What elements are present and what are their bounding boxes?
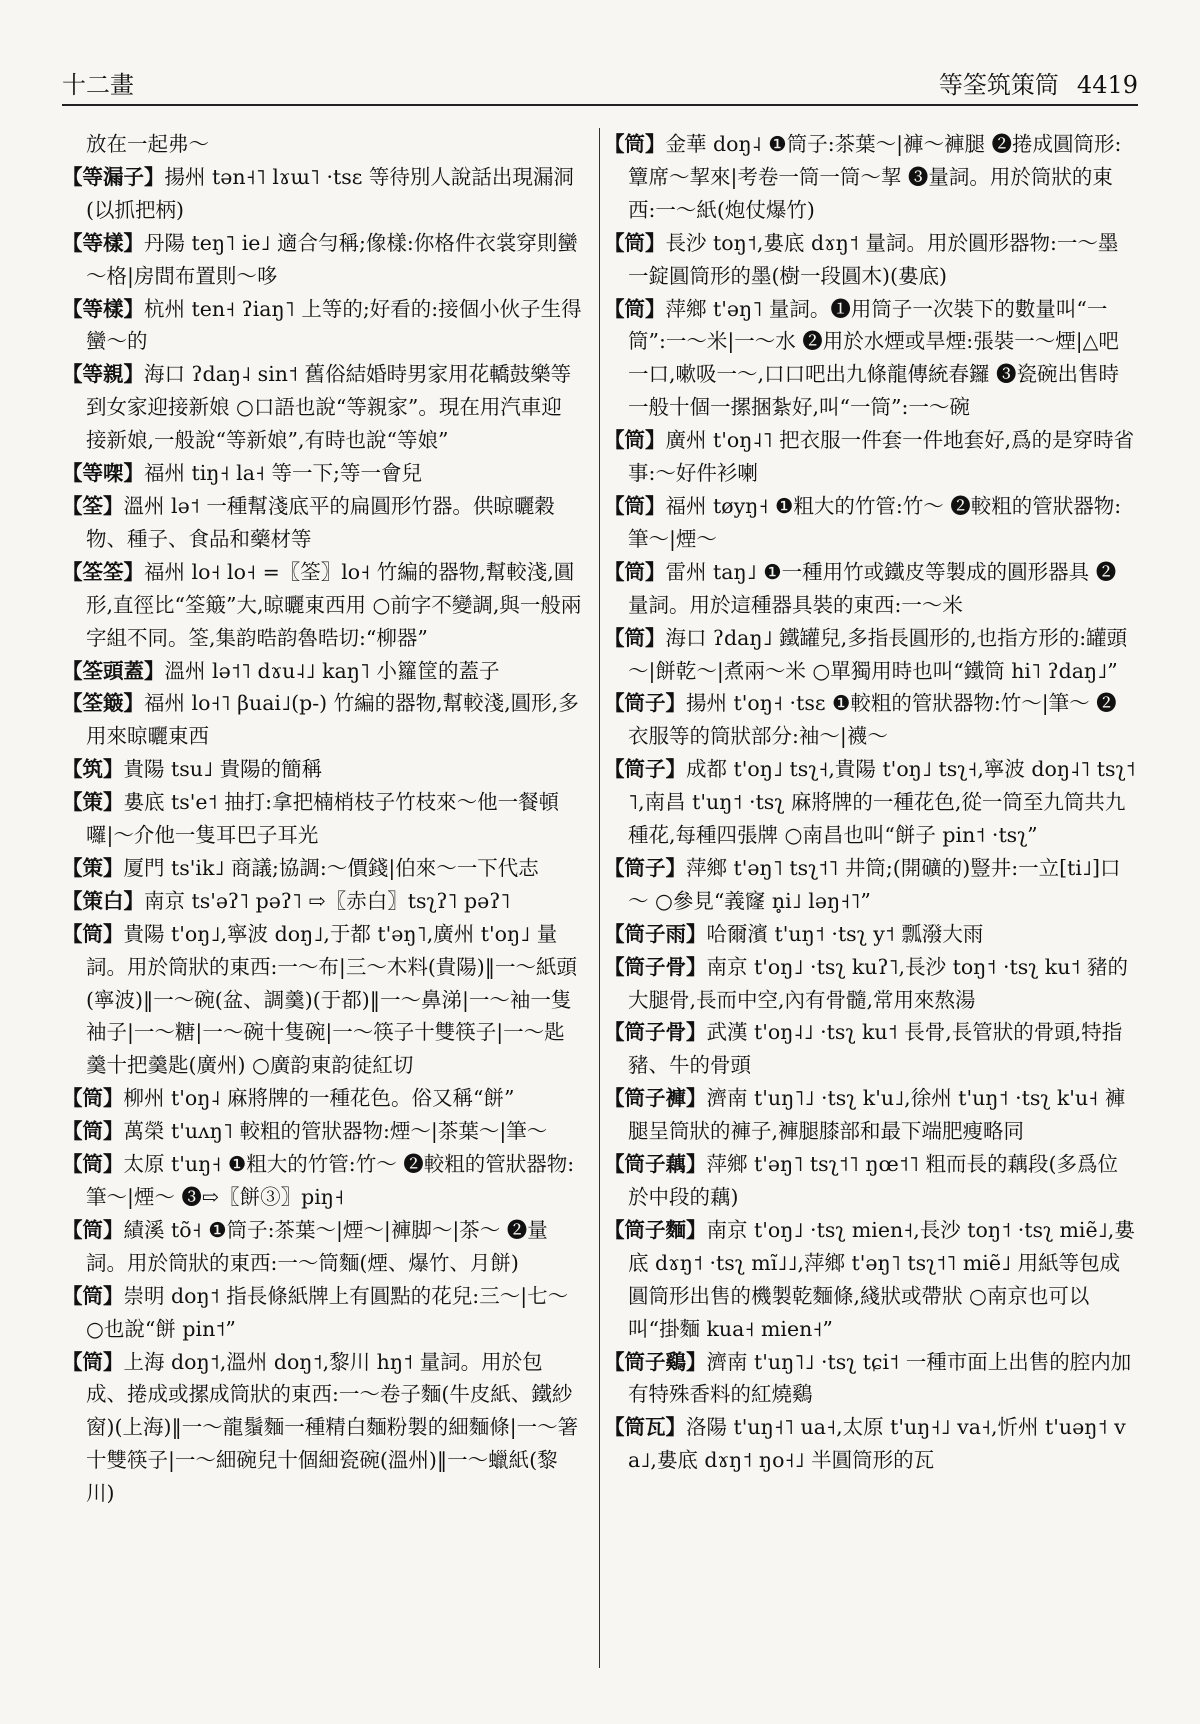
entry-definition: 南京 t'oŋ˩ ·tsʅ mien˧,長沙 toŋ˦ ·tsʅ miẽ˩,婁底 dɤŋ˦ ·tsʅ mĩ˩˩,萍鄉 t'əŋ˥ tsʅ˦˥ miẽ˩ 用紙等包成圓筒形出售的機製乾麵條,綫狀或帶狀 ○南京也可以叫“掛麵 kua˧ mien˧”: [628, 1217, 1135, 1341]
entry-headword: 【等樣】: [62, 230, 144, 255]
dictionary-entry: [62, 918, 582, 1083]
entry-definition: 婁底 ts'e˦ 抽打:拿把楠梢枝子竹枝來～他一餐頓囉|～介他一隻耳巴子耳光: [86, 790, 560, 848]
entry-headword: 【筌筌】: [62, 559, 144, 584]
entry-headword: 【筑】: [62, 757, 124, 782]
entry-headword: 【筒】: [62, 1152, 124, 1177]
dictionary-entry: [604, 1346, 1136, 1412]
dictionary-entry: [62, 852, 582, 885]
entry-definition: 雷州 taŋ˩ ❶一種用竹或鐵皮等製成的圓形器具 ❷量詞。用於這種器具裝的東西:一～米: [628, 559, 1117, 617]
entry-definition: 福州 tøyŋ˧ ❶粗大的竹管:竹～ ❷較粗的管狀器物:筆～|煙～: [628, 493, 1122, 551]
entry-definition: 濟南 t'uŋ˥˩ ·tsʅ k'u˩,徐州 t'uŋ˦ ·tsʅ k'u˧ 褲腿呈筒狀的褲子,褲腿膝部和最下端肥瘦略同: [628, 1086, 1126, 1144]
entry-headword: 【筒子】: [604, 855, 686, 880]
dictionary-entry: [62, 490, 582, 556]
dictionary-entry: [604, 424, 1136, 490]
entry-headword: 【筒子】: [604, 691, 686, 716]
entry-headword: 【筒】: [604, 230, 666, 255]
entry-headword: 【筒子藕】: [604, 1152, 707, 1177]
entry-definition: 金華 doŋ˨ ❶筒子:茶葉～|褲～褲腿 ❷捲成圓筒形:簟席～挈來|考卷一筒一筒～挈 ❸量詞。用於筒狀的東西:一～紙(炮仗爆竹): [628, 132, 1122, 222]
entry-headword: 【筒子鷄】: [604, 1349, 707, 1374]
entry-headword: 【筒子麵】: [604, 1217, 707, 1242]
entry-headword: 【策】: [62, 790, 124, 815]
dictionary-entry: [62, 885, 582, 918]
dictionary-entry: [62, 358, 582, 457]
dictionary-entry: [62, 1082, 582, 1115]
entry-definition: 太原 t'uŋ˧ ❶粗大的竹管:竹～ ❷較粗的管狀器物:筆～|煙～ ❸⇨〖餅③〗piŋ˧: [86, 1152, 575, 1209]
entry-definition: 成都 t'oŋ˩ tsʅ˧,貴陽 t'oŋ˩ tsʅ˧,寧波 doŋ˨˥ tsʅ˦˥,南昌 t'uŋ˦ ·tsʅ 麻將牌的一種花色,從一筒至九筒共九種花,每種四張牌 ○南昌也叫“餅子 pin˦ ·tsʅ”: [628, 757, 1136, 848]
dictionary-entry: [62, 227, 582, 293]
entry-headword: 【筒】: [604, 559, 666, 584]
running-head-chars: 等筌筑策筒: [938, 71, 1059, 99]
entry-definition: 福州 lo˧ lo˧ =〖筌〗lo˧ 竹編的器物,幫較淺,圓形,直徑比“筌簸”大,晾曬東西用 ○前字不變調,與一般兩字組不同。筌,集韵晧韵魯晧切:“柳器”: [86, 559, 582, 650]
dictionary-entry: [62, 161, 582, 227]
entry-headword: 【筒】: [604, 132, 666, 156]
dictionary-entry: [604, 1082, 1136, 1148]
dictionary-entry: [604, 556, 1136, 622]
dictionary-entry: [604, 490, 1136, 556]
entry-definition: 放在一起弗～: [86, 132, 209, 156]
entry-headword: 【筒子骨】: [604, 954, 707, 979]
entry-definition: 萬榮 t'uʌŋ˥ 較粗的管狀器物:煙～|茶葉～|筆～: [123, 1119, 548, 1144]
dictionary-entry: [604, 753, 1136, 852]
dictionary-entry: [604, 293, 1136, 425]
dictionary-entry: [62, 1115, 582, 1148]
dictionary-entry: [62, 457, 582, 490]
entry-definition: 績溪 tõ˧ ❶筒子:茶葉～|煙～|褲脚～|茶～ ❷量詞。用於筒狀的東西:一～筒麵(煙、爆竹、月餅): [86, 1217, 548, 1275]
entry-definition: 揚州 t'oŋ˧ ·tsɛ ❶較粗的管狀器物:竹～|筆～ ❷衣服等的筒狀部分:袖～|襪～: [628, 691, 1117, 749]
entry-headword: 【等樣】: [62, 296, 144, 321]
entry-headword: 【筒】: [604, 625, 666, 650]
entry-definition: 貴陽 tsu˩ 貴陽的簡稱: [123, 757, 323, 782]
dictionary-entry: [604, 687, 1136, 753]
dictionary-entry: [62, 753, 582, 786]
entry-definition: 長沙 toŋ˦,婁底 dɤŋ˦ 量詞。用於圓形器物:一～墨一錠圓筒形的墨(樹一段圓木)(婁底): [628, 230, 1119, 288]
dictionary-entry: [604, 1411, 1136, 1477]
entry-definition: 廣州 t'oŋ˨˥ 把衣服一件套一件地套好,爲的是穿時省事:～好件衫喇: [628, 428, 1135, 486]
entry-definition: 丹陽 teŋ˥ ie˩ 適合勻稱;像樣:你格件衣裳穿則蠻～格|房間布置則～哆: [86, 230, 578, 288]
entry-definition: 萍鄉 t'əŋ˥ 量詞。❶用筒子一次裝下的數量叫“一筒”:一～米|一～水 ❷用於水煙或旱煙:張裝一～煙|△吧一口,嗽吸一～,口口吧出九條龍傳統春鑼 ❸瓷碗出售時一般十個一摞捆紮好,叫“一筒”:一～碗: [628, 296, 1120, 420]
entry-definition: 福州 tiŋ˧ la˧ 等一下;等一會兒: [144, 461, 422, 486]
entry-definition: 厦門 ts'ik˩ 商議;協調:～價錢|伯來～一下代志: [123, 855, 539, 880]
entry-definition: 上海 doŋ˦,溫州 doŋ˦,黎川 hŋ˦ 量詞。用於包成、捲成或摞成筒狀的東西:一～卷子麵(牛皮紙、鐵紗窗)(上海)‖一～龍鬚麵一種精白麵粉製的細麵條|一～箸十雙筷子|一～細碗兒十個細瓷碗(溫州)‖一～蠟紙(黎川): [86, 1349, 579, 1506]
column-divider: [599, 128, 600, 1668]
entry-headword: 【等㗎】: [62, 461, 144, 486]
entry-headword: 【筌頭蓋】: [62, 658, 165, 683]
dictionary-entry: [62, 655, 582, 688]
page-header: [62, 60, 1138, 106]
entry-headword: 【筒子骨】: [604, 1020, 707, 1045]
entry-definition: 武漢 t'oŋ˨˩ ·tsʅ ku˦ 長骨,長管狀的骨頭,特指豬、牛的骨頭: [628, 1020, 1123, 1078]
entry-definition: 萍鄉 t'əŋ˥ tsʅ˦˥ 井筒;(開礦的)豎井:一立[ti˩]口～ ○參見“義窿 n̥i˩ ləŋ˧˥”: [628, 855, 1121, 913]
entry-headword: 【筌簸】: [62, 691, 144, 716]
dictionary-entry: [62, 293, 582, 359]
entry-headword: 【筌】: [62, 493, 124, 518]
dictionary-entry: [62, 1346, 582, 1511]
dictionary-entry: [604, 1214, 1136, 1346]
entry-headword: 【筒】: [62, 1349, 124, 1374]
entry-definition: 貴陽 t'oŋ˩,寧波 doŋ˩,于都 t'əŋ˥,廣州 t'oŋ˩ 量詞。用於筒狀的東西:一～布|三～木料(貴陽)‖一～紙頭(寧波)‖一～碗(盆、調羹)(于都)‖一～鼻涕|一～袖一隻袖子|一～糖|一～碗十隻碗|一～筷子十雙筷子|一～匙羹十把羹匙(廣州) ○廣韵東韵徒紅切: [86, 921, 578, 1078]
dictionary-entry: [62, 1214, 582, 1280]
entry-definition: 海口 ʔdaŋ˩ 鐵罐兒,多指長圓形的,也指方形的:罐頭～|餅乾～|煮兩～米 ○單獨用時也叫“鐵筒 hi˥ ʔdaŋ˩”: [628, 625, 1128, 683]
entry-headword: 【筒】: [62, 1217, 124, 1242]
entry-definition: 哈爾濱 t'uŋ˦ ·tsʅ y˦ 瓢潑大雨: [706, 921, 984, 946]
entry-definition: 崇明 doŋ˦ 指長條紙牌上有圓點的花兒:三～|七～ ○也說“餅 pin˦”: [86, 1283, 569, 1341]
entry-definition: 杭州 ten˧ ʔiaŋ˥ 上等的;好看的:接個小伙子生得蠻～的: [86, 296, 582, 354]
entry-headword: 【筒】: [604, 428, 666, 453]
entry-definition: 揚州 tən˧˥ lɤɯ˥ ·tsɛ 等待別人說話出現漏洞(以抓把柄): [86, 164, 574, 222]
entry-definition: 南京 ts'əʔ˥ pəʔ˥ ⇨〖赤白〗tsʅʔ˥ pəʔ˥: [144, 888, 511, 913]
entry-definition: 柳州 t'oŋ˨ 麻將牌的一種花色。俗又稱“餅”: [123, 1086, 515, 1111]
dictionary-entry: [62, 786, 582, 852]
entry-definition: 南京 t'oŋ˩ ·tsʅ kuʔ˥,長沙 toŋ˦ ·tsʅ ku˦ 豬的大腿骨,長而中空,內有骨髓,常用來熬湯: [628, 954, 1129, 1012]
entry-definition: 溫州 lə˦ 一種幫淺底平的扁圓形竹器。供晾曬穀物、種子、食品和藥材等: [86, 493, 555, 551]
section-title: 十二畫: [62, 71, 134, 99]
page-number: 4419: [1076, 71, 1138, 99]
entry-headword: 【策】: [62, 855, 124, 880]
dictionary-entry: [62, 1280, 582, 1346]
entry-headword: 【筒】: [604, 296, 666, 321]
dictionary-entry: [604, 852, 1136, 918]
dictionary-entry: [62, 1148, 582, 1214]
dictionary-entry: [604, 1148, 1136, 1214]
entry-headword: 【筒子褲】: [604, 1086, 707, 1111]
entry-headword: 【等親】: [62, 362, 144, 387]
entry-headword: 【筒】: [62, 1283, 124, 1308]
dictionary-entry: [62, 128, 582, 161]
header-right: [939, 65, 1138, 100]
dictionary-entry: [62, 556, 582, 655]
entry-definition: 洛陽 t'uŋ˧˥ ua˧,太原 t'uŋ˧˩ va˧,忻州 t'uəŋ˦ va˩,婁底 dɤŋ˦ ŋo˧˩ 半圓筒形的瓦: [628, 1415, 1126, 1473]
dictionary-entry: [62, 687, 582, 753]
dictionary-entry: [604, 918, 1136, 951]
entry-headword: 【策白】: [62, 888, 144, 913]
dictionary-entry: [604, 227, 1136, 293]
entry-headword: 【筒子雨】: [604, 921, 707, 946]
entry-headword: 【筒】: [62, 1119, 124, 1144]
left-column: [62, 128, 582, 1510]
entry-headword: 【筒子】: [604, 757, 686, 782]
entry-definition: 溫州 lə˦˥ dɤu˨˩ kaŋ˥ 小籮筐的蓋子: [164, 658, 500, 683]
header-rule: [62, 104, 1138, 106]
right-column: [604, 128, 1136, 1477]
dictionary-entry: [604, 622, 1136, 688]
entry-headword: 【筒】: [62, 921, 124, 946]
entry-headword: 【筒】: [62, 1086, 124, 1111]
entry-headword: 【筒瓦】: [604, 1415, 686, 1440]
dictionary-entry: [604, 128, 1136, 227]
entry-definition: 福州 lo˧˥ βuai˩(p-) 竹編的器物,幫較淺,圓形,多用來晾曬東西: [86, 691, 579, 749]
entry-definition: 濟南 t'uŋ˥˩ ·tsʅ tɕi˦ 一種市面上出售的腔内加有特殊香料的紅燒鷄: [628, 1349, 1132, 1407]
entry-definition: 海口 ʔdaŋ˨ sin˦ 舊俗結婚時男家用花轎鼓樂等到女家迎接新娘 ○口語也說“等親家”。現在用汽車迎接新娘,一般說“等新娘”,有時也說“等娘”: [86, 362, 572, 453]
entry-headword: 【等漏子】: [62, 164, 165, 189]
dictionary-entry: [604, 1016, 1136, 1082]
entry-headword: 【筒】: [604, 493, 666, 518]
entry-definition: 萍鄉 t'əŋ˥ tsʅ˦˥ ŋœ˦˥ 粗而長的藕段(多爲位於中段的藕): [628, 1152, 1119, 1209]
dictionary-entry: [604, 951, 1136, 1017]
